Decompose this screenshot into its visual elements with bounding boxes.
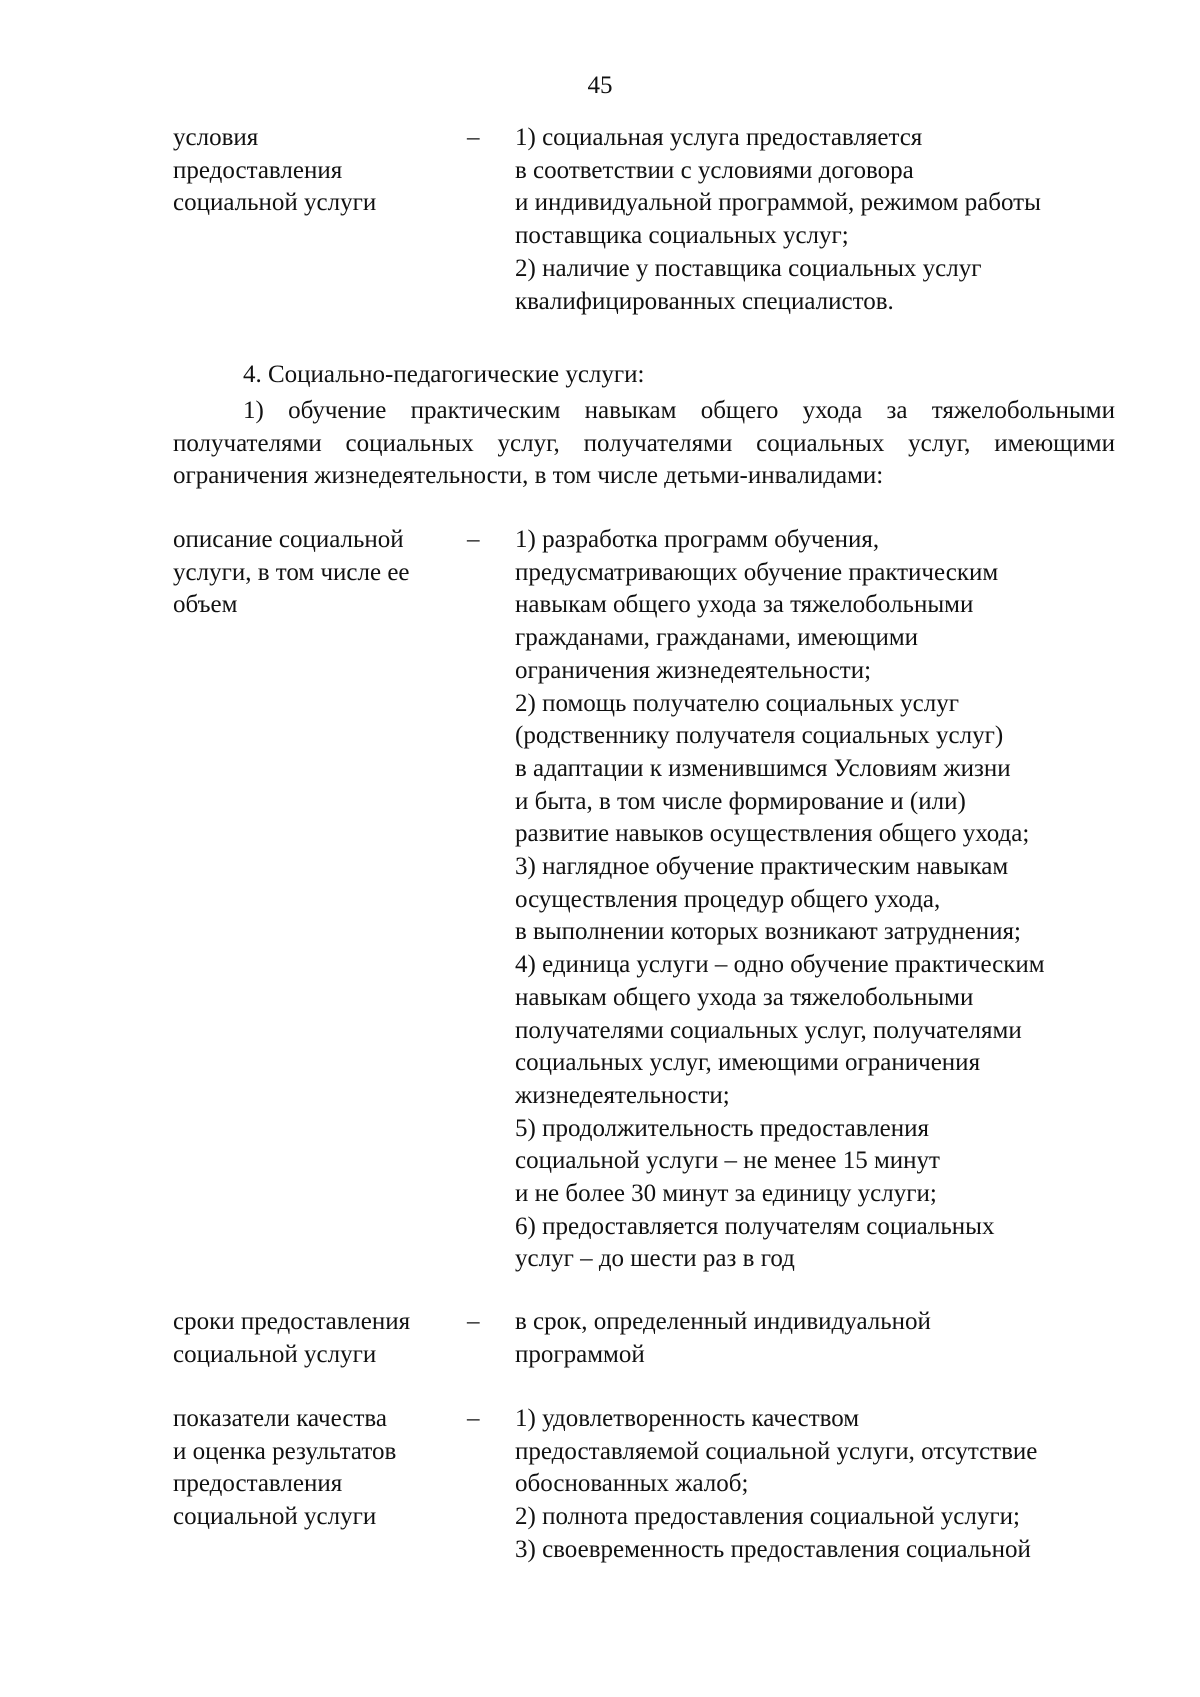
value-line: и не более 30 минут за единицу услуги;	[515, 1180, 937, 1208]
value-line: программой	[515, 1340, 645, 1368]
value-line: 2) помощь получателю социальных услуг	[515, 689, 959, 717]
value-line: 1) разработка программ обучения,	[515, 526, 880, 553]
label-line: объем	[173, 591, 238, 619]
value-line: жизнедеятельности;	[515, 1081, 730, 1109]
value-line: получателями социальных услуг, получателями	[515, 1016, 1022, 1044]
value-line: осуществления процедур общего ухода,	[515, 885, 941, 913]
value-line: (родственнику получателя социальных услуг)	[515, 722, 1004, 750]
section-paragraph	[173, 395, 1115, 493]
value-line: в срок, определенный индивидуальной	[515, 1308, 931, 1335]
dash-separator: –	[467, 526, 480, 553]
value-line: в выполнении которых возникают затруднения;	[515, 918, 1021, 946]
label-line: услуги, в том числе ее	[173, 558, 410, 586]
value-line: обоснованных жалоб;	[515, 1470, 749, 1498]
value-line: развитие навыков осуществления общего ухода;	[515, 820, 1030, 848]
label-line: социальной услуги	[173, 1503, 377, 1531]
section-heading: 4. Социально-педагогические услуги:	[243, 361, 645, 388]
description-label	[173, 524, 463, 622]
label-line: предоставления	[173, 1470, 343, 1498]
dash-separator: –	[467, 124, 480, 151]
value-line: в соответствии с условиями договора	[515, 156, 914, 184]
paragraph-line: получателями социальных услуг, получателями социальных услуг, имеющими	[173, 429, 1115, 457]
page-number: 45	[587, 72, 613, 99]
value-line: предусматривающих обучение практическим	[515, 558, 999, 586]
value-line: 6) предоставляется получателям социальных	[515, 1212, 995, 1240]
value-line: квалифицированных специалистов.	[515, 287, 894, 315]
value-line: 2) полнота предоставления социальной услуги;	[515, 1503, 1020, 1531]
conditions-label	[173, 122, 463, 220]
value-line: навыкам общего ухода за тяжелобольными	[515, 983, 974, 1011]
value-line: навыкам общего ухода за тяжелобольными	[515, 591, 974, 619]
value-line: предоставляемой социальной услуги, отсутствие	[515, 1437, 1038, 1465]
label-line: предоставления	[173, 156, 343, 184]
value-line: гражданами, гражданами, имеющими	[515, 624, 919, 652]
value-line: 3) своевременность предоставления социальной	[515, 1535, 1031, 1563]
value-line: 3) наглядное обучение практическим навыкам	[515, 853, 1009, 881]
value-line: 5) продолжительность предоставления	[515, 1114, 930, 1142]
dash-separator: –	[467, 1308, 480, 1335]
value-line: поставщика социальных услуг;	[515, 222, 849, 250]
value-line: ограничения жизнедеятельности;	[515, 656, 872, 684]
label-line: сроки предоставления	[173, 1308, 411, 1335]
label-line: и оценка результатов	[173, 1437, 397, 1465]
deadlines-label	[173, 1306, 463, 1371]
quality-label	[173, 1403, 463, 1534]
value-line: социальных услуг, имеющими ограничения	[515, 1049, 981, 1077]
dash-separator: –	[467, 1405, 480, 1432]
value-line: и индивидуальной программой, режимом работы	[515, 189, 1041, 217]
label-line: условия	[173, 124, 259, 151]
label-line: показатели качества	[173, 1405, 387, 1432]
conditions-value	[515, 122, 1115, 318]
value-line: 1) социальная услуга предоставляется	[515, 124, 923, 151]
paragraph-line: ограничения жизнедеятельности, в том числе детьми-инвалидами:	[173, 462, 884, 490]
value-line: 4) единица услуги – одно обучение практическим	[515, 951, 1045, 979]
label-line: социальной услуги	[173, 189, 377, 217]
value-line: услуг – до шести раз в год	[515, 1245, 795, 1273]
label-line: социальной услуги	[173, 1340, 377, 1368]
value-line: социальной услуги – не менее 15 минут	[515, 1147, 940, 1175]
value-line: 1) удовлетворенность качеством	[515, 1405, 860, 1432]
value-line: 2) наличие у поставщика социальных услуг	[515, 254, 982, 282]
paragraph-line: 1) обучение практическим навыкам общего ухода за тяжелобольными	[243, 397, 1115, 424]
deadlines-value	[515, 1306, 1115, 1371]
label-line: описание социальной	[173, 526, 404, 553]
quality-value	[515, 1403, 1115, 1567]
value-line: в адаптации к изменившимся Условиям жизни	[515, 754, 1011, 782]
value-line: и быта, в том числе формирование и (или)	[515, 787, 966, 815]
description-value	[515, 524, 1115, 1276]
